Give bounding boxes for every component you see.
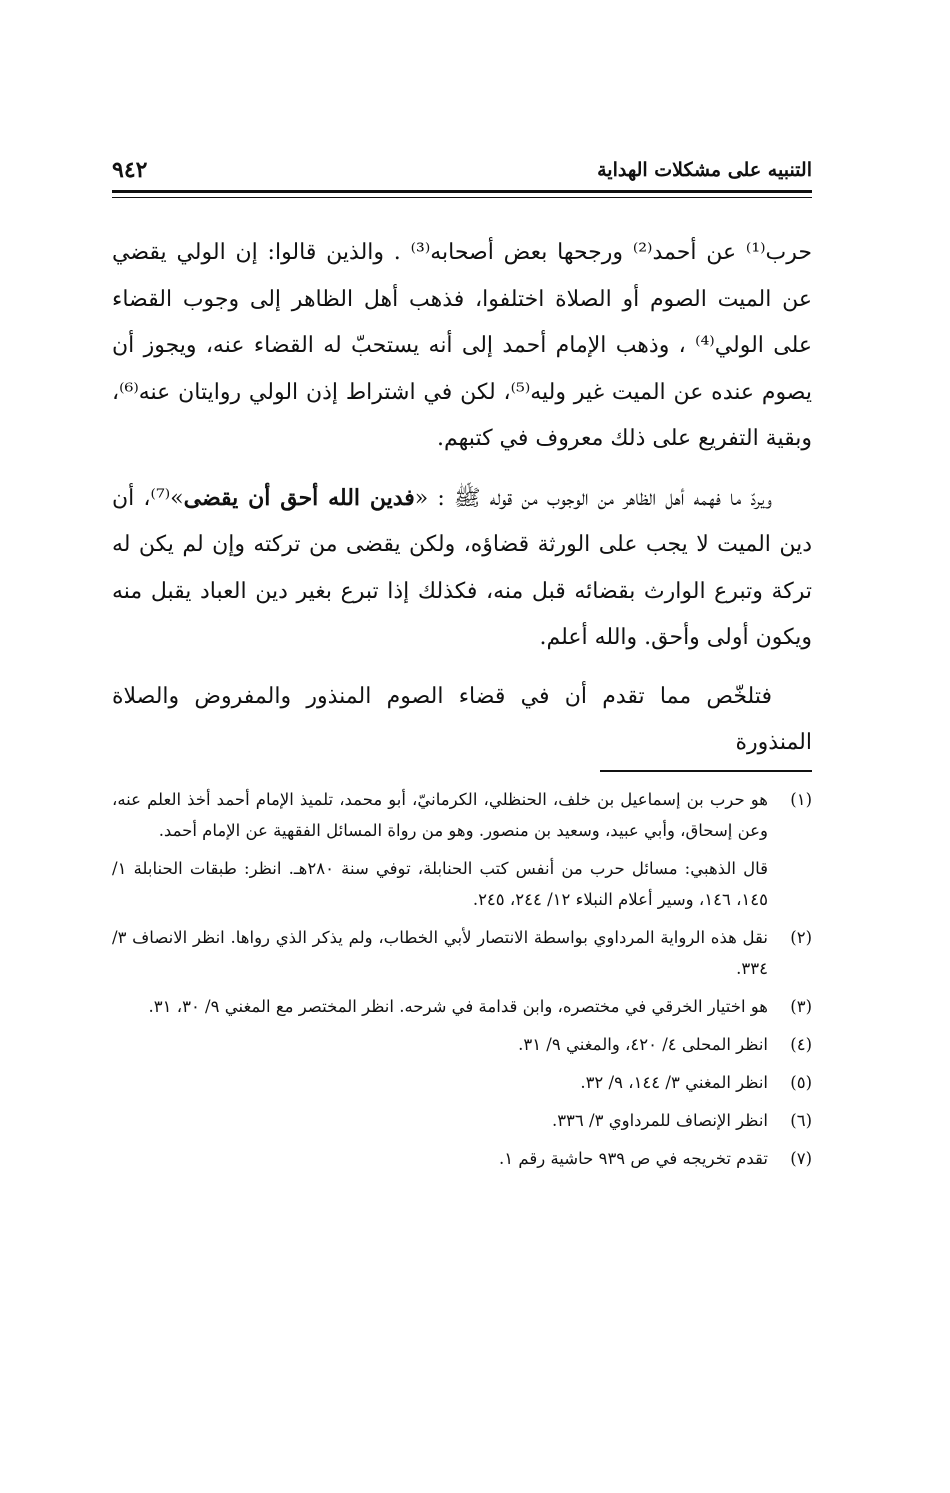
header-rule-thin — [112, 197, 812, 198]
footnote-4 — [112, 1029, 812, 1060]
paragraph-2 — [112, 475, 812, 662]
footnote-number: (٧) — [790, 1149, 812, 1168]
footnote-2 — [112, 922, 812, 984]
footnote-text: هو اختيار الخرقي في مختصره، وابن قدامة في شرحه. انظر المختصر مع المغني ٩/ ٣٠، ٣١. — [148, 997, 768, 1016]
footnote-number: (٣) — [790, 997, 812, 1016]
paragraph-1: حرب⁽¹⁾ عن أحمد⁽²⁾ ورجحها بعض أصحابه⁽³⁾ . والذين قالوا: إن الولي يقضي عن الميت الصوم أو الصلاة اختلفوا، فذهب أهل الظاهر إلى وجوب القضاء على الولي⁽⁴⁾ ، وذهب الإمام أحمد إلى أنه يستحبّ له القضاء عنه، ويجوز أن يصوم عنده عن الميت غير وليه⁽⁵⁾، لكن في اشتراط إذن الولي روايتان عنه⁽⁶⁾، وبقية التفريع على ذلك معروف في كتبهم. — [112, 240, 813, 451]
footnote-number: (١) — [790, 790, 812, 809]
footnote-text: انظر الإنصاف للمرداوي ٣/ ٣٣٦. — [551, 1111, 768, 1130]
header-rule-thick — [112, 190, 812, 193]
footnote-separator — [600, 770, 812, 772]
footnote-number: (٤) — [790, 1035, 812, 1054]
page-number: ٩٤٢ — [112, 157, 148, 183]
footnote-number: (٢) — [790, 928, 812, 947]
paragraph-3: فتلخّص مما تقدم أن في قضاء الصوم المنذور والمفروض والصلاة المنذورة — [112, 683, 812, 755]
paragraph-2-intro: ويردّ ما فهمه أهل الظاهر من الوجوب من قوله ﷺ : « — [414, 485, 772, 511]
footnote-text: انظر المحلى ٤/ ٤٢٠، والمغني ٩/ ٣١. — [518, 1035, 768, 1054]
footnote-1-continuation: قال الذهبي: مسائل حرب من أنفس كتب الحنابلة، توفي سنة ٢٨٠هـ. انظر: طبقات الحنابلة ١/ ١٤٥، ١٤٦، وسير أعلام النبلاء ١٢/ ٢٤٤، ٢٤٥. — [112, 859, 768, 909]
paragraph-2-rest: »⁽⁷⁾، أن دين الميت لا يجب على الورثة قضاؤه، ولكن يقضى من تركته وإن لم يكن له تركة وتبرع الوارث بقضائه قبل منه، فكذلك إذا تبرع بغير دين العباد يقبل منه ويكون أولى وأحق. والله أعلم. — [112, 485, 812, 650]
footnote-number: (٦) — [790, 1111, 812, 1130]
footnote-text: انظر المغني ٣/ ١٤٤، ٩/ ٣٢. — [580, 1073, 768, 1092]
footnote-text: هو حرب بن إسماعيل بن خلف، الحنظلي، الكرمانيّ، أبو محمد، تلميذ الإمام أحمد أخذ العلم عنه، وعن إسحاق، وأبي عبيد، وسعيد بن منصور. وهو من رواة المسائل الفقهية عن الإمام أحمد. — [112, 790, 768, 840]
footnote-3 — [112, 991, 812, 1022]
footnotes — [112, 784, 812, 1181]
footnote-number: (٥) — [790, 1073, 812, 1092]
footnote-text: تقدم تخريجه في ص ٩٣٩ حاشية رقم ١. — [499, 1149, 768, 1168]
main-text — [112, 230, 812, 767]
page-header — [112, 150, 812, 190]
running-title: التنبيه على مشكلات الهداية — [597, 159, 812, 181]
footnote-text: نقل هذه الرواية المرداوي بواسطة الانتصار لأبي الخطاب، ولم يذكر الذي رواها. انظر الانصاف ٣/ ٣٣٤. — [112, 928, 768, 978]
footnote-6 — [112, 1105, 812, 1136]
footnote-7 — [112, 1143, 812, 1174]
footnote-5 — [112, 1067, 812, 1098]
footnote-1 — [112, 784, 812, 846]
hadith-quote: فدين الله أحق أن يقضى — [183, 484, 415, 511]
